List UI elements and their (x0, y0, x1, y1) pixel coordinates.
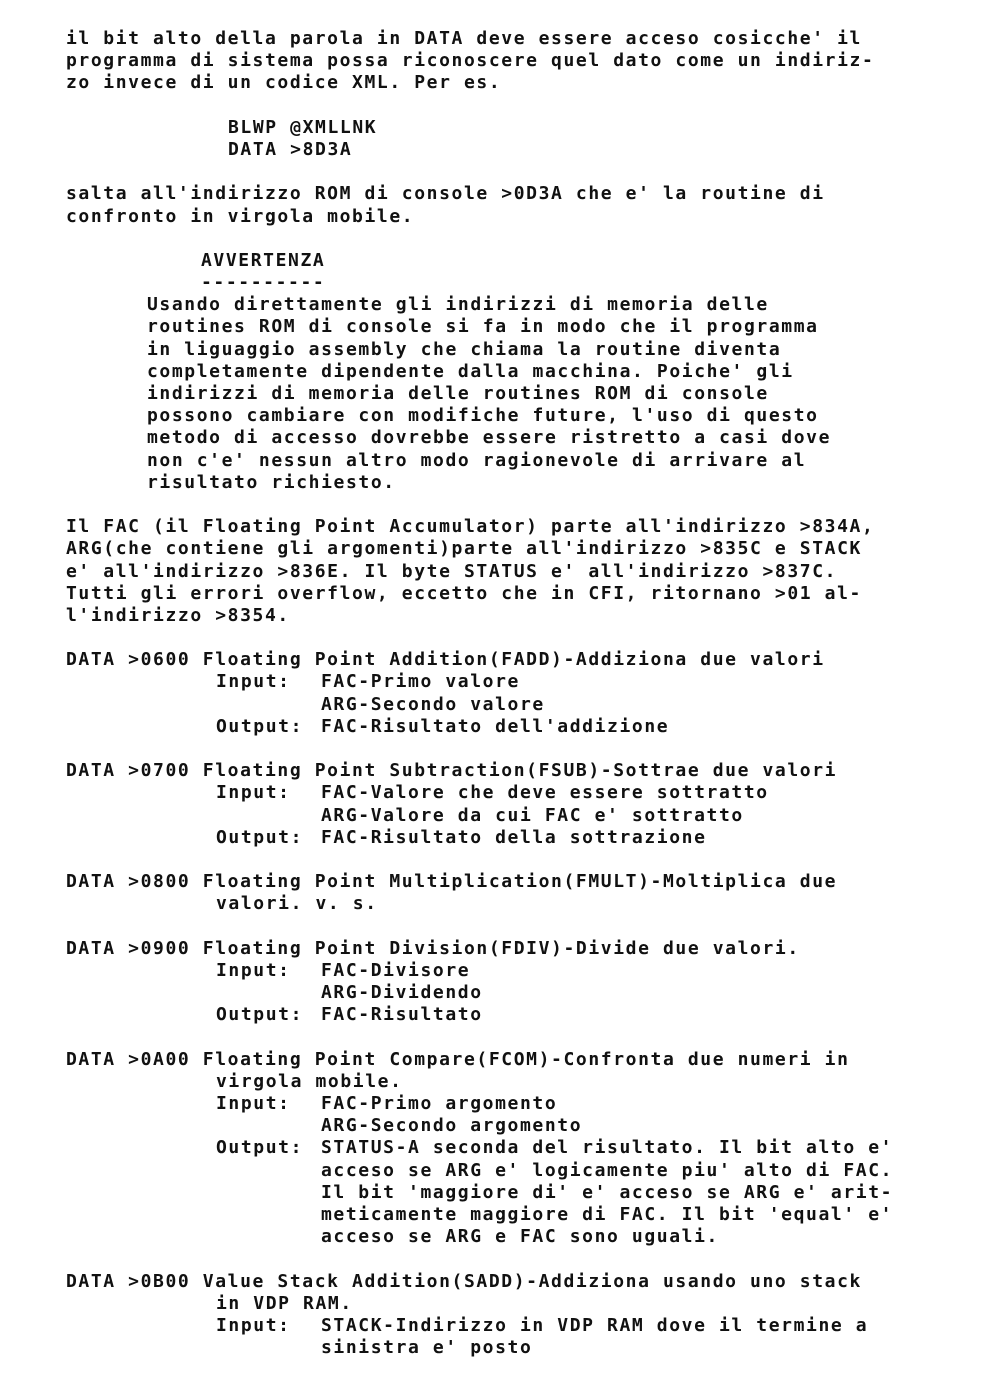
output-label: Output: (216, 715, 304, 737)
input-label: Input: (216, 782, 291, 804)
warning-line: routines ROM di console si fa in modo che il programma (147, 316, 819, 338)
entry-heading: DATA >0700 Floating Point Subtraction(FSUB)-Sottrae due valori (66, 760, 838, 782)
input-line (66, 671, 966, 693)
warning-title: AVVERTENZA (201, 249, 326, 271)
after-code-paragraph (66, 183, 966, 227)
output-value: meticamente maggiore di FAC. Il bit 'equal' e' (321, 1203, 894, 1225)
warning-line: completamente dipendente dalla macchina. Poiche' gli (147, 360, 794, 382)
warning-line: in liguaggio assembly che chiama la routine diventa (147, 338, 782, 360)
output-line (66, 716, 966, 738)
entry-heading: DATA >0900 Floating Point Division(FDIV)-Divide due valori. (66, 937, 800, 959)
entry-fdiv (66, 938, 966, 1027)
input-value: ARG-Secondo argomento (321, 1115, 583, 1137)
input-label: Input: (216, 671, 291, 693)
intro-paragraph (66, 28, 966, 95)
entry-continuation: virgola mobile. (216, 1070, 403, 1092)
code-line: BLWP @XMLLNK (228, 116, 378, 138)
warning-line: non c'e' nessun altro modo ragionevole di arrivare al (147, 449, 807, 471)
output-label: Output: (216, 826, 304, 848)
output-label: Output: (216, 1137, 304, 1159)
entry-continuation: in VDP RAM. (216, 1292, 353, 1314)
entry-heading: DATA >0600 Floating Point Addition(FADD)-Addiziona due valori (66, 649, 825, 671)
output-value: acceso se ARG e' logicamente piu' alto di FAC. (321, 1159, 894, 1181)
code-example (66, 117, 966, 161)
text-line: Il FAC (il Floating Point Accumulator) parte all'indirizzo >834A, (66, 516, 875, 538)
input-value: ARG-Valore da cui FAC e' sottratto (321, 804, 744, 826)
input-value: ARG-Dividendo (321, 982, 483, 1004)
entry-heading: DATA >0800 Floating Point Multiplication(FMULT)-Moltiplica due (66, 871, 838, 893)
entry-fsub (66, 760, 966, 849)
output-value: Il bit 'maggiore di' e' acceso se ARG e' arit- (321, 1181, 894, 1203)
warning-underline: ---------- (201, 272, 326, 294)
text-line: l'indirizzo >8354. (66, 604, 290, 626)
input-label: Input: (216, 1314, 291, 1336)
entry-sadd (66, 1271, 966, 1360)
input-line (66, 782, 966, 804)
text-line: programma di sistema possa riconoscere quel dato come un indiriz- (66, 50, 875, 72)
warning-line: metodo di accesso dovrebbe essere ristretto a casi dove (147, 427, 832, 449)
text-line: salta all'indirizzo ROM di console >0D3A che e' la routine di (66, 183, 825, 205)
output-value: FAC-Risultato dell'addizione (321, 715, 670, 737)
text-line: il bit alto della parola in DATA deve essere acceso cosicche' il (66, 28, 862, 49)
warning-line: risultato richiesto. (147, 471, 396, 493)
entry-heading: DATA >0A00 Floating Point Compare(FCOM)-Confronta due numeri in (66, 1048, 850, 1070)
entry-continuation: valori. v. s. (216, 893, 378, 915)
warning-line: Usando direttamente gli indirizzi di memoria delle (147, 294, 769, 316)
output-line (66, 827, 966, 849)
output-label: Output: (216, 1004, 304, 1026)
entry-heading: DATA >0B00 Value Stack Addition(SADD)-Addiziona usando uno stack (66, 1270, 862, 1292)
output-line (66, 1137, 966, 1159)
warning-box (66, 250, 966, 494)
text-line: confronto in virgola mobile. (66, 205, 415, 227)
output-value: FAC-Risultato (321, 1004, 483, 1026)
text-line: Tutti gli errori overflow, eccetto che in CFI, ritornano >01 al- (66, 582, 862, 604)
input-value: sinistra e' posto (321, 1337, 533, 1359)
input-label: Input: (216, 959, 291, 981)
document-page (66, 28, 966, 1359)
text-line: e' all'indirizzo >836E. Il byte STATUS e' all'indirizzo >837C. (66, 560, 838, 582)
fac-paragraph (66, 516, 966, 627)
input-line (66, 1093, 966, 1115)
input-line (66, 960, 966, 982)
input-line (66, 1315, 966, 1337)
input-value: FAC-Valore che deve essere sottratto (321, 782, 769, 804)
input-value: ARG-Secondo valore (321, 693, 545, 715)
text-line: zo invece di un codice XML. Per es. (66, 72, 502, 94)
entry-fcom (66, 1049, 966, 1249)
input-value: FAC-Primo valore (321, 671, 520, 693)
output-value: FAC-Risultato della sottrazione (321, 826, 707, 848)
output-line (66, 1004, 966, 1026)
text-line: ARG(che contiene gli argomenti)parte all'indirizzo >835C e STACK (66, 538, 862, 560)
output-value: acceso se ARG e FAC sono uguali. (321, 1226, 719, 1248)
output-value: STATUS-A seconda del risultato. Il bit alto e' (321, 1137, 894, 1159)
input-value: FAC-Primo argomento (321, 1093, 558, 1114)
input-label: Input: (216, 1093, 291, 1114)
entry-fmult (66, 871, 966, 915)
input-value: STACK-Indirizzo in VDP RAM dove il termine a (321, 1314, 869, 1336)
input-value: FAC-Divisore (321, 959, 471, 981)
warning-line: possono cambiare con modifiche future, l'uso di questo (147, 405, 819, 427)
entry-fadd (66, 649, 966, 738)
code-line: DATA >8D3A (228, 138, 353, 160)
warning-line: indirizzi di memoria delle routines ROM di console (147, 383, 769, 404)
